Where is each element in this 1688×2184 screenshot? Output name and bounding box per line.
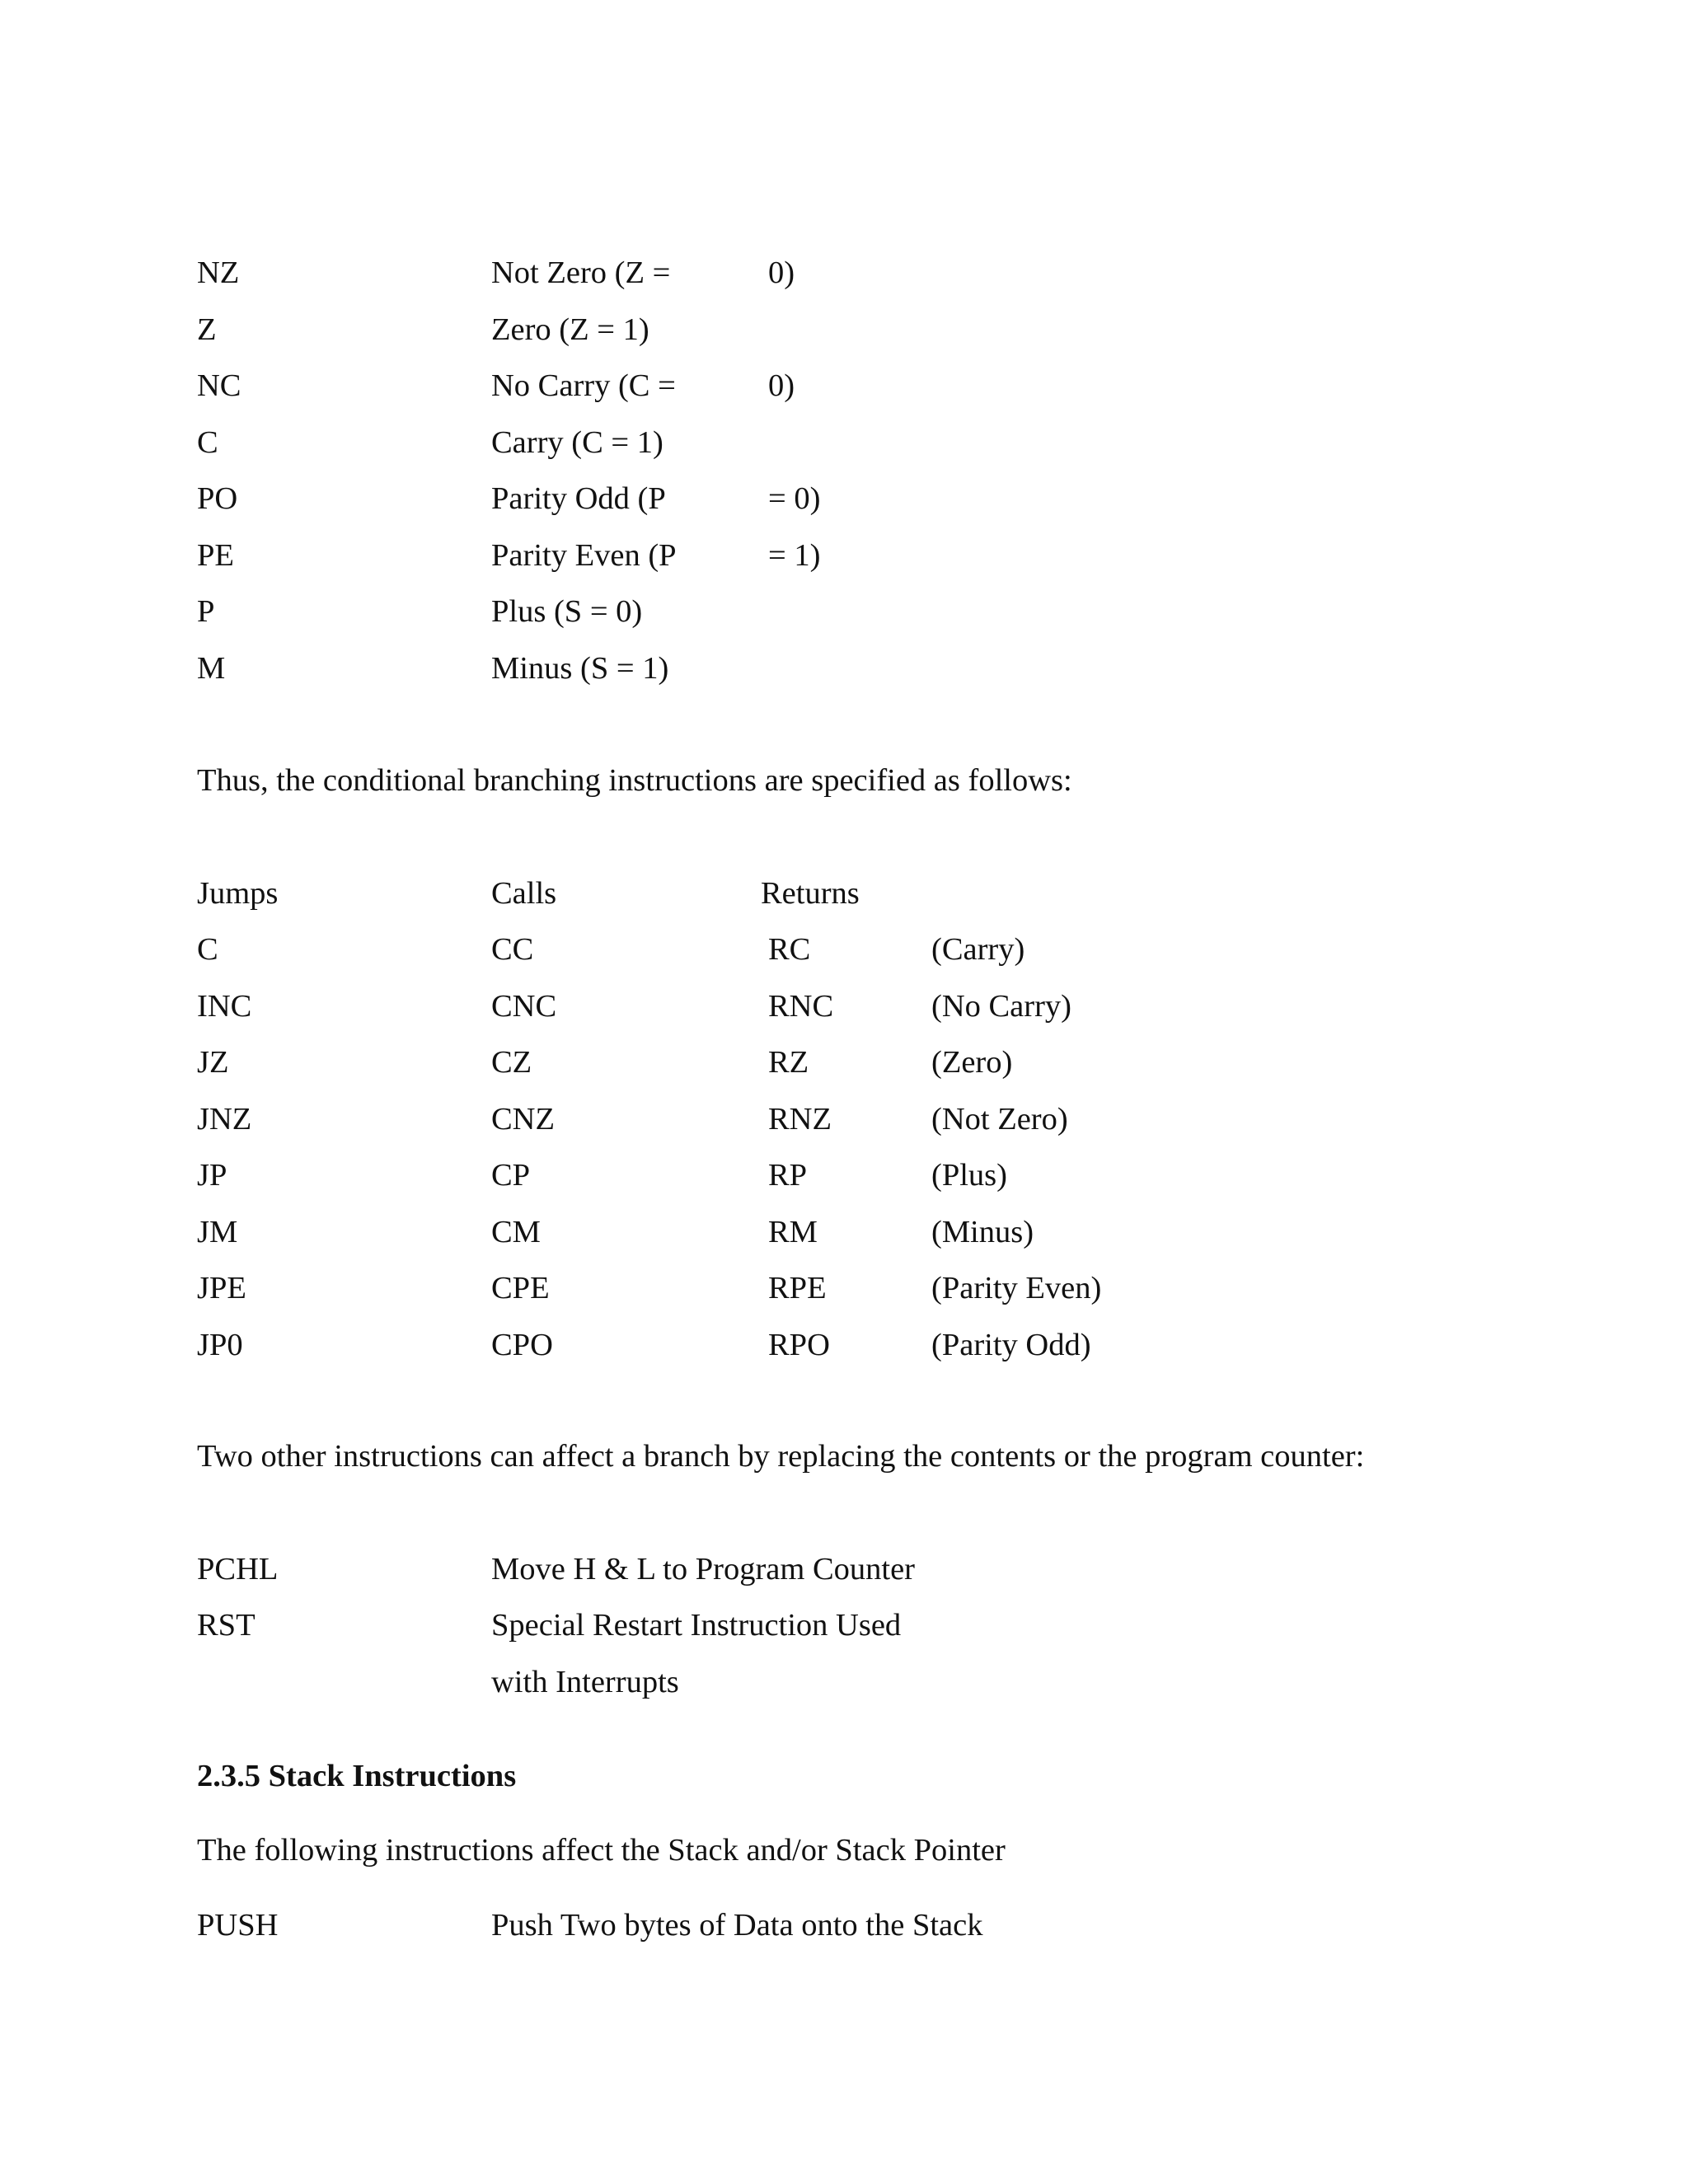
condition-note: (Parity Odd) [931,1328,1091,1362]
condition-note: (Not Zero) [931,1102,1068,1137]
condition-description-tail: = 1) [768,538,821,573]
return-instruction: RC [768,932,811,967]
return-instruction: RNC [768,989,834,1024]
condition-note: (Zero) [931,1045,1013,1080]
condition-note: (Plus) [931,1158,1007,1193]
condition-description-tail: 0) [768,255,795,290]
instruction-code: PCHL [197,1552,279,1586]
return-instruction: RNZ [768,1102,832,1137]
jump-instruction: JP0 [197,1328,243,1362]
call-instruction: CNZ [491,1102,555,1137]
jump-instruction: JP [197,1158,227,1193]
jump-instruction: JM [197,1215,238,1249]
instruction-description: Push Two bytes of Data onto the Stack [491,1908,983,1943]
condition-code: P [197,594,215,629]
jump-instruction: INC [197,989,252,1024]
jumps-column-header: Jumps [197,876,279,911]
call-instruction: CPO [491,1328,553,1362]
return-instruction: RPO [768,1328,830,1362]
instruction-description: Move H & L to Program Counter [491,1552,915,1586]
other-instructions-intro-paragraph: Two other instructions can affect a branch by replacing the contents or the program counter: [197,1439,1365,1474]
call-instruction: CPE [491,1271,550,1305]
jump-instruction: C [197,932,218,967]
condition-description: No Carry (C = [491,368,676,403]
condition-code: PO [197,481,238,516]
condition-code: M [197,651,226,686]
condition-code: PE [197,538,234,573]
condition-description: Parity Odd (P [491,481,666,516]
condition-note: (No Carry) [931,989,1071,1024]
jump-instruction: JNZ [197,1102,252,1137]
condition-description: Minus (S = 1) [491,651,669,686]
condition-description: Parity Even (P [491,538,677,573]
call-instruction: CC [491,932,534,967]
instruction-code: PUSH [197,1908,279,1943]
call-instruction: CZ [491,1045,532,1080]
instruction-description: Special Restart Instruction Used [491,1608,902,1643]
condition-note: (Carry) [931,932,1025,967]
condition-description: Not Zero (Z = [491,255,671,290]
condition-note: (Minus) [931,1215,1034,1249]
section-heading: 2.3.5 Stack Instructions [197,1759,517,1793]
instruction-code: RST [197,1608,256,1643]
condition-description-tail: = 0) [768,481,821,516]
call-instruction: CM [491,1215,541,1249]
condition-description-tail: 0) [768,368,795,403]
condition-description: Zero (Z = 1) [491,312,649,347]
return-instruction: RPE [768,1271,827,1305]
jump-instruction: JPE [197,1271,246,1305]
return-instruction: RM [768,1215,818,1249]
condition-code: C [197,425,218,460]
condition-code: Z [197,312,217,347]
return-instruction: RP [768,1158,808,1193]
condition-description: Plus (S = 0) [491,594,643,629]
condition-note: (Parity Even) [931,1271,1102,1305]
stack-intro-paragraph: The following instructions affect the Stack and/or Stack Pointer [197,1833,1006,1868]
jump-instruction: JZ [197,1045,229,1080]
calls-column-header: Calls [491,876,557,911]
condition-code: NZ [197,255,240,290]
call-instruction: CP [491,1158,531,1193]
branching-intro-paragraph: Thus, the conditional branching instructions are specified as follows: [197,763,1072,798]
call-instruction: CNC [491,989,557,1024]
instruction-description: with Interrupts [491,1665,679,1699]
returns-column-header: Returns [761,876,860,911]
condition-description: Carry (C = 1) [491,425,663,460]
return-instruction: RZ [768,1045,809,1080]
condition-code: NC [197,368,241,403]
